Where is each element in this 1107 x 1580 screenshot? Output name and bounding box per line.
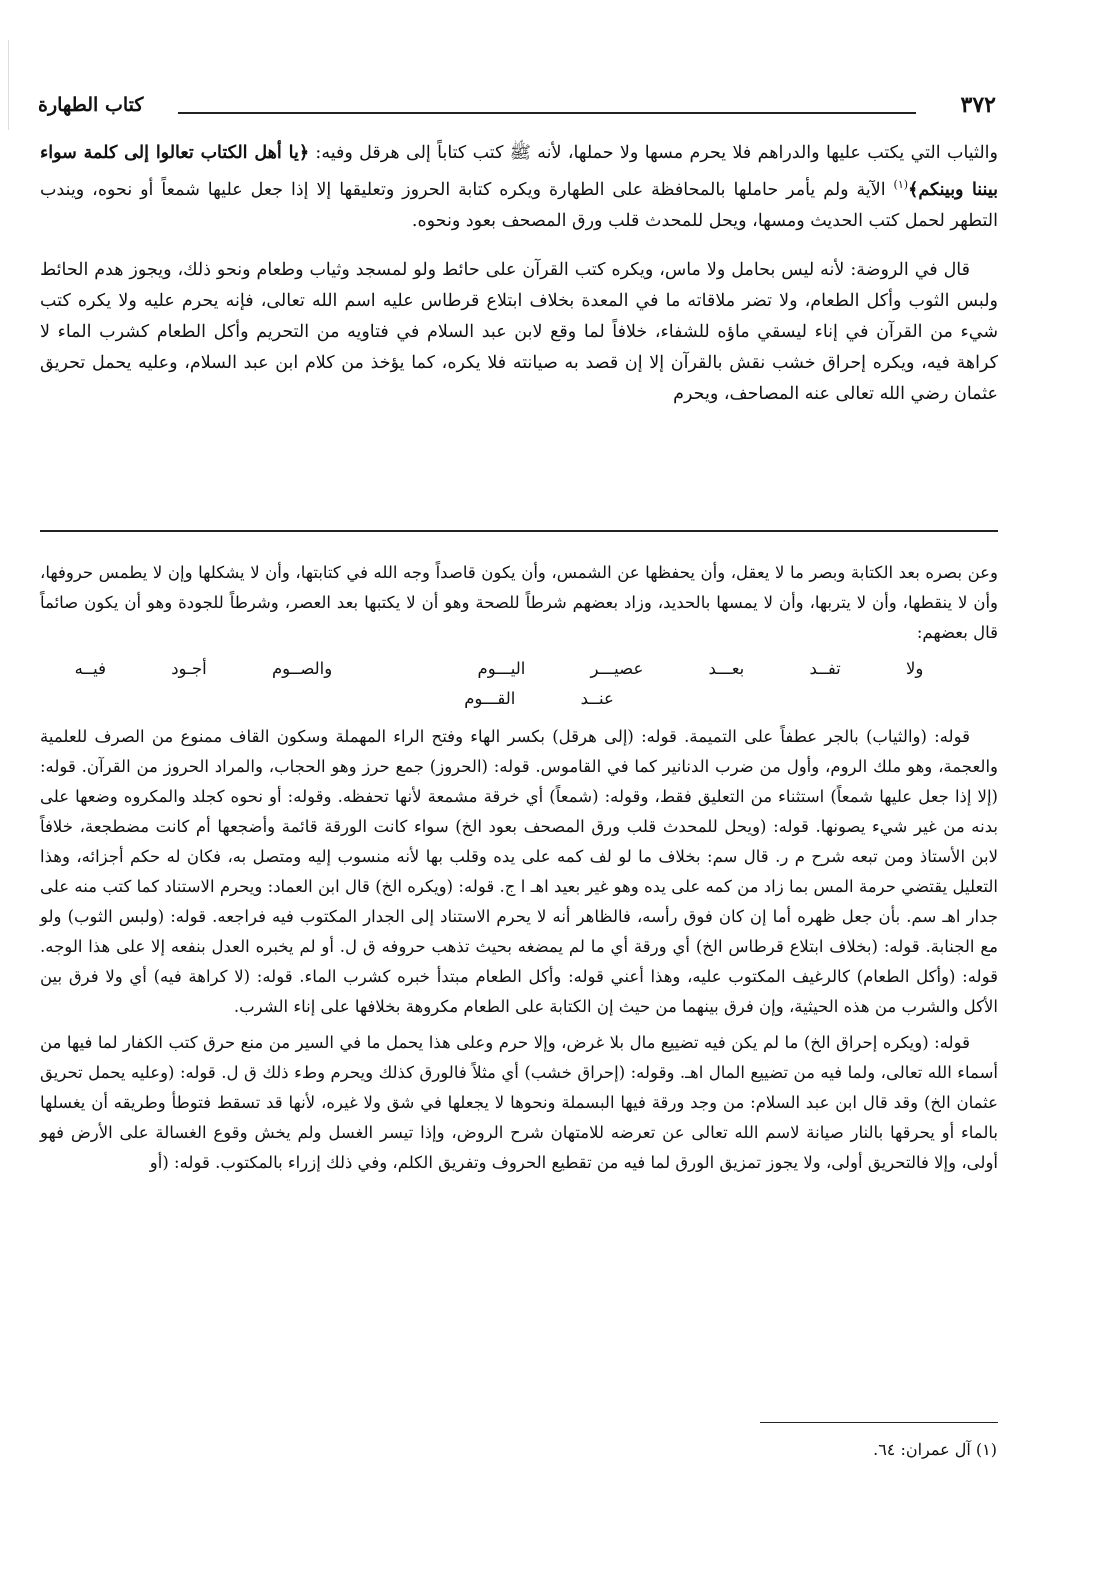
verse-hemistich: ولا تفــد بعـــد عصيـــر اليـــوم	[477, 659, 924, 678]
main-divider	[40, 530, 998, 532]
commentary	[40, 558, 998, 1184]
main-text-segment: الآية ولم يأمر حاملها بالمحافظة على الطهارة ويكره كتابة الحروز وتعليقها إلا إذا جعل عليها شمعاً أو نحوه، ويندب التطهر لحمل كتب الحديث ومسها، ويحل للمحدث قلب ورق المصحف بعود ونحوه.	[40, 179, 998, 231]
main-text	[40, 138, 998, 428]
footnote-divider	[760, 1422, 998, 1423]
page-header	[38, 92, 996, 132]
commentary-paragraph: قوله: (ويكره إحراق الخ) ما لم يكن فيه تضييع مال بلا غرض، وإلا حرم وعلى هذا يحمل ما في السير من منع حرق كتب الكفار لما فيها من أسماء الله تعالى، ولما فيه من تضييع المال اهـ. وقوله: (إحراق خشب) أي مثلاً فالورق كذلك ويحرم وطء ذلك ق ل. قوله: (وعليه يحمل تحريق عثمان الخ) وقد قال ابن عبد السلام: من وجد ورقة فيها البسملة ونحوها لا يجعلها في شق ولا غيره، لأنها قد تسقط فتوطأ وطريقه أن يغسلها بالماء أو يحرقها بالنار صيانة لاسم الله تعالى عن تعرضه للامتهان شرح الروض، وإذا تيسر الغسل ولم يخش وقوع الغسالة على الأرض فهو أولى، وإلا فالتحريق أولى، ولا يجوز تمزيق الورق لما فيه من تقطيع الحروف وتفريق الكلم، وفي ذلك إزراء بالمكتوب. قوله: (أو	[40, 1033, 998, 1172]
verse-hemistich: والصــوم أجـود فيــه عنــد القـــوم	[74, 659, 614, 708]
commentary-paragraph: وعن بصره بعد الكتابة وبصر ما لا يعقل، وأن يحفظها عن الشمس، وأن يكون قاصداً وجه الله في كتابتها، وأن لا يشكلها وإن لا يطمس حروفها، وأن لا ينقطها، وأن لا يتربها، وأن لا يمسها بالحديد، وزاد بعضهم شرطاً للصحة وهو أن لا يكتبها بعد العصر، وشرطاً للجودة وهو أن يكون صائماً قال بعضهم:	[40, 563, 998, 642]
main-paragraph	[40, 138, 998, 237]
footnote: (١) آل عمران: ٦٤.	[873, 1440, 997, 1459]
commentary-paragraph: قوله: (والثياب) بالجر عطفاً على التميمة. قوله: (إلى هرقل) بكسر الهاء وفتح الراء المهملة وسكون القاف ممنوع من الصرف للعلمية والعجمة، وهو ملك الروم، وأول من ضرب الدنانير كما في القاموس. قوله: (الحروز) جمع حرز وهو الحجاب، والمراد الحروز من القرآن. قوله: (إلا إذا جعل عليها شمعاً) استثناء من التعليق فقط، وقوله: (شمعاً) أي خرقة مشمعة لأنها تحفظه. وقوله: أو نحوه كجلد والمكروه وضعها على بدنه من غير شيء يصونها. قوله: (ويحل للمحدث قلب ورق المصحف بعود الخ) سواء كانت الورقة قائمة وأضجعها أم كانت مضطجعة، خلافاً لابن الأستاذ ومن تبعه شرح م ر. قال سم: بخلاف ما لو لف كمه على يده وقلب بها لأنه منسوب إليه ومتصل به، فكان له حكم أجزائه، وهذا التعليل يقتضي حرمة المس بما زاد من كمه على يده وهو غير بعيد اهـ ا ج. قوله: (ويكره الخ) قال ابن العماد: ويحرم الاستناد كما كتب منه على جدار اهـ سم. بأن جعل ظهره أما إن كان فوق رأسه، فالظاهر أنه لا يحرم الاستناد إلى الجدار المكتوب فيه فراجعه. قوله: (ولبس الثوب) ولو مع الجنابة. قوله: (بخلاف ابتلاع قرطاس الخ) أي ورقة أي ما لم يمضغه بحيث تذهب حروفه ق ل. أو لم يخبره العدل بنفعه إلا على هذا الوجه. قوله: (وأكل الطعام) كالرغيف المكتوب عليه، وهذا أعني قوله: وأكل الطعام مبتدأ خبره كشرب الماء. قوله: (لا كراهة فيه) أي ولا فرق بين الأكل والشرب من هذه الحيثية، وإن فرق بينهما من حيث إن الكتابة على الطعام مكروهة بخلافها على إناء الشرب.	[40, 727, 998, 1016]
footnote-reference: (١)	[893, 178, 909, 191]
book-title: كتاب الطهارة	[38, 94, 144, 116]
page-number: ٣٧٢	[960, 92, 996, 118]
main-text-segment: والثياب التي يكتب عليها والدراهم فلا يحرم مسها ولا حملها، لأنه ﷺ كتب كتاباً إلى هرقل وفيه:	[309, 143, 998, 163]
poetry-verse	[40, 654, 998, 714]
quran-quote: ﴿يا أهل الكتاب تعالوا إلى كلمة سواء بيننا وبينكم﴾	[40, 143, 998, 200]
scan-edge-mark	[8, 40, 23, 130]
main-paragraph: قال في الروضة: لأنه ليس بحامل ولا ماس، ويكره كتب القرآن على حائط ولو لمسجد وثياب وطعام ونحو ذلك، ويجوز هدم الحائط ولبس الثوب وأكل الطعام، ولا تضر ملاقاته ما في المعدة بخلاف ابتلاع قرطاس عليه اسم الله تعالى، فإنه يحرم عليه ولا يكره كتب شيء من القرآن في إناء ليسقي ماؤه للشفاء، خلافاً لما وقع لابن عبد السلام في فتاويه من التحريم وأكل الطعام كشرب الماء لا كراهة فيه، ويكره إحراق خشب نقش بالقرآن إلا إن قصد به صيانته فلا يكره، كما يؤخذ من كلام ابن عبد السلام، وعليه يحمل تحريق عثمان رضي الله تعالى عنه المصاحف، ويحرم	[40, 259, 998, 404]
header-rule	[178, 112, 916, 114]
